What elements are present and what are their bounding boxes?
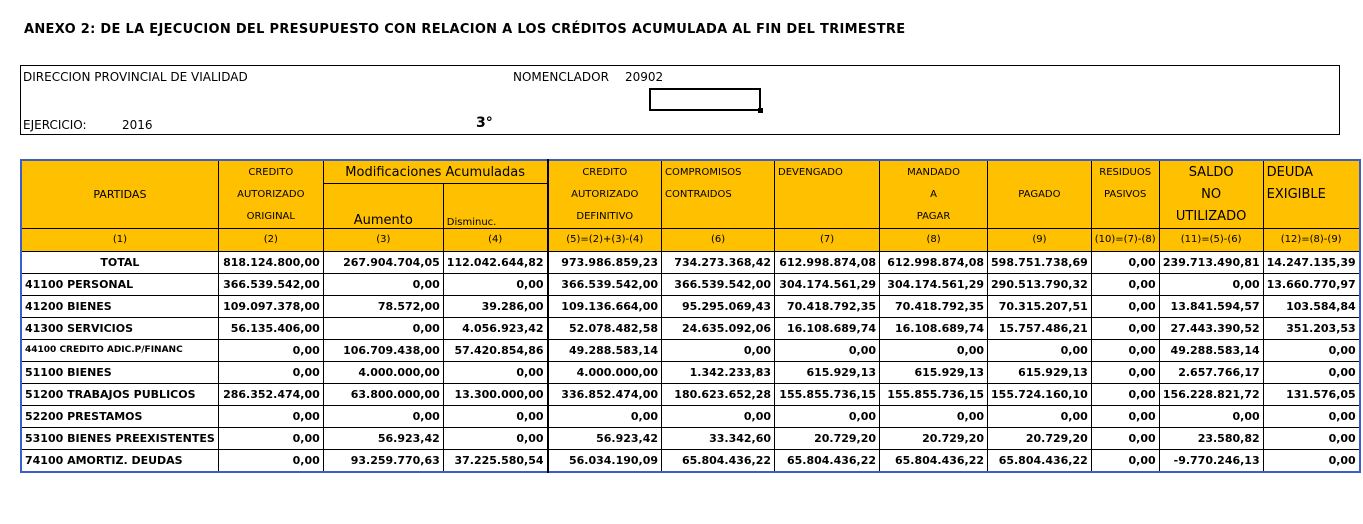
value-cell: 0,00 [1091,405,1159,427]
value-cell: 0,00 [1091,273,1159,295]
value-cell: 131.576,05 [1263,383,1360,405]
partida-cell: 52200 PRESTAMOS [21,405,218,427]
value-cell: 13.300.000,00 [443,383,547,405]
table-row [21,317,1360,339]
ejercicio-label: EJERCICIO: [23,118,87,132]
value-cell: 155.855.736,15 [880,383,988,405]
header-credito-orig-2: AUTORIZADO [218,184,323,206]
partida-cell: 51200 TRABAJOS PUBLICOS [21,383,218,405]
partida-cell: TOTAL [21,251,218,273]
value-cell: 20.729,20 [988,427,1092,449]
value-cell: 0,00 [880,405,988,427]
value-cell: 109.136.664,00 [548,295,662,317]
value-cell: 2.657.766,17 [1159,361,1263,383]
value-cell: 0,00 [662,339,775,361]
value-cell: 0,00 [1091,251,1159,273]
value-cell: 0,00 [988,339,1092,361]
header-residuos-2: PASIVOS [1091,184,1159,206]
partida-cell: 44100 CREDITO ADIC.P/FINANC [21,339,218,361]
header-residuos-1: RESIDUOS [1091,160,1159,184]
header-compromisos-blank [662,206,775,229]
value-cell: 0,00 [218,449,323,472]
value-cell: 70.418.792,35 [775,295,880,317]
partida-cell: 41200 BIENES [21,295,218,317]
value-cell: 290.513.790,32 [988,273,1092,295]
value-cell: 63.800.000,00 [323,383,443,405]
value-cell: 16.108.689,74 [880,317,988,339]
column-index-cell: (7) [775,228,880,251]
value-cell: 57.420.854,86 [443,339,547,361]
header-saldo-1: SALDO [1159,160,1263,184]
header-saldo-3: UTILIZADO [1159,206,1263,229]
header-residuos-blank [1091,206,1159,229]
value-cell: 0,00 [443,273,547,295]
value-cell: 103.584,84 [1263,295,1360,317]
value-cell: 818.124.800,00 [218,251,323,273]
table-row [21,295,1360,317]
value-cell: 56.135.406,00 [218,317,323,339]
value-cell: 0,00 [218,427,323,449]
value-cell: 286.352.474,00 [218,383,323,405]
header-credito-orig-1: CREDITO [218,160,323,184]
value-cell: 4.000.000,00 [323,361,443,383]
value-cell: 4.000.000,00 [548,361,662,383]
report-title: ANEXO 2: DE LA EJECUCION DEL PRESUPUESTO CON RELACION A LOS CRÉDITOS ACUMULADA AL FIN DEL TRIMESTRE [24,22,906,37]
header-saldo-2: NO [1159,184,1263,206]
nomenclador-label: NOMENCLADOR [513,70,609,84]
value-cell: 65.804.436,22 [662,449,775,472]
table-body [21,251,1360,472]
value-cell: 366.539.542,00 [218,273,323,295]
partida-cell: 53100 BIENES PREEXISTENTES [21,427,218,449]
value-cell: 267.904.704,05 [323,251,443,273]
value-cell: 0,00 [1159,273,1263,295]
table-row [21,405,1360,427]
value-cell: 366.539.542,00 [662,273,775,295]
value-cell: 65.804.436,22 [988,449,1092,472]
column-index-cell: (10)=(7)-(8) [1091,228,1159,251]
table-header [21,160,1360,251]
value-cell: 0,00 [988,405,1092,427]
value-cell: 0,00 [775,339,880,361]
value-cell: 23.580,82 [1159,427,1263,449]
header-disminuc: Disminuc. [443,184,547,229]
header-deuda-blank [1263,206,1360,229]
value-cell: 155.855.736,15 [775,383,880,405]
partida-cell: 41300 SERVICIOS [21,317,218,339]
value-cell: 16.108.689,74 [775,317,880,339]
header-devengado-blank [775,184,880,206]
value-cell: 0,00 [1159,405,1263,427]
value-cell: -9.770.246,13 [1159,449,1263,472]
value-cell: 49.288.583,14 [548,339,662,361]
value-cell: 52.078.482,58 [548,317,662,339]
value-cell: 39.286,00 [443,295,547,317]
value-cell: 336.852.474,00 [548,383,662,405]
value-cell: 65.804.436,22 [880,449,988,472]
value-cell: 56.923,42 [323,427,443,449]
header-credito-def-1: CREDITO [548,160,662,184]
value-cell: 612.998.874,08 [775,251,880,273]
value-cell: 351.203,53 [1263,317,1360,339]
column-index-cell: (8) [880,228,988,251]
table-row [21,273,1360,295]
table-row [21,339,1360,361]
value-cell: 615.929,13 [775,361,880,383]
value-cell: 0,00 [1091,449,1159,472]
value-cell: 33.342,60 [662,427,775,449]
value-cell: 0,00 [1091,383,1159,405]
value-cell: 0,00 [1091,361,1159,383]
column-index-cell: (11)=(5)-(6) [1159,228,1263,251]
value-cell: 0,00 [1263,449,1360,472]
value-cell: 1.342.233,83 [662,361,775,383]
value-cell: 106.709.438,00 [323,339,443,361]
header-credito-def-3: DEFINITIVO [548,206,662,229]
header-deuda-2: EXIGIBLE [1263,184,1360,206]
value-cell: 0,00 [1091,317,1159,339]
column-index-cell: (1) [21,228,218,251]
value-cell: 0,00 [1263,361,1360,383]
value-cell: 27.443.390,52 [1159,317,1263,339]
table-row [21,383,1360,405]
value-cell: 95.295.069,43 [662,295,775,317]
value-cell: 615.929,13 [988,361,1092,383]
value-cell: 612.998.874,08 [880,251,988,273]
value-cell: 0,00 [880,339,988,361]
value-cell: 20.729,20 [775,427,880,449]
value-cell: 0,00 [443,405,547,427]
value-cell: 15.757.486,21 [988,317,1092,339]
entity-name: DIRECCION PROVINCIAL DE VIALIDAD [23,70,248,84]
column-index-cell: (6) [662,228,775,251]
value-cell: 0,00 [218,405,323,427]
header-deuda-1: DEUDA [1263,160,1360,184]
value-cell: 112.042.644,82 [443,251,547,273]
partida-cell: 74100 AMORTIZ. DEUDAS [21,449,218,472]
value-cell: 4.056.923,42 [443,317,547,339]
value-cell: 0,00 [218,361,323,383]
table-row [21,427,1360,449]
value-cell: 0,00 [323,317,443,339]
value-cell: 13.841.594,57 [1159,295,1263,317]
column-index-cell: (12)=(8)-(9) [1263,228,1360,251]
header-compromisos-1: COMPROMISOS [662,160,775,184]
value-cell: 65.804.436,22 [775,449,880,472]
column-index-cell: (3) [323,228,443,251]
selected-cell[interactable] [649,88,761,111]
value-cell: 0,00 [323,405,443,427]
value-cell: 0,00 [1091,295,1159,317]
value-cell: 0,00 [1091,339,1159,361]
info-box [20,65,1340,135]
value-cell: 93.259.770,63 [323,449,443,472]
header-aumento: Aumento [323,184,443,229]
value-cell: 0,00 [775,405,880,427]
value-cell: 0,00 [1263,427,1360,449]
value-cell: 56.034.190,09 [548,449,662,472]
value-cell: 239.713.490,81 [1159,251,1263,273]
value-cell: 24.635.092,06 [662,317,775,339]
table-row [21,361,1360,383]
value-cell: 0,00 [1091,427,1159,449]
value-cell: 0,00 [1263,405,1360,427]
ejercicio-value: 2016 [122,118,153,132]
header-compromisos-2: CONTRAIDOS [662,184,775,206]
nomenclador-value: 20902 [625,70,664,84]
header-mandado-3: PAGAR [880,206,988,229]
value-cell: 56.923,42 [548,427,662,449]
value-cell: 78.572,00 [323,295,443,317]
header-devengado-blank-2 [775,206,880,229]
value-cell: 304.174.561,29 [880,273,988,295]
value-cell: 13.660.770,97 [1263,273,1360,295]
value-cell: 20.729,20 [880,427,988,449]
value-cell: 0,00 [218,339,323,361]
header-credito-orig-3: ORIGINAL [218,206,323,229]
column-index-cell: (2) [218,228,323,251]
value-cell: 14.247.135,39 [1263,251,1360,273]
value-cell: 109.097.378,00 [218,295,323,317]
header-credito-def-2: AUTORIZADO [548,184,662,206]
column-index-cell: (5)=(2)+(3)-(4) [548,228,662,251]
column-index-cell: (4) [443,228,547,251]
value-cell: 0,00 [1263,339,1360,361]
value-cell: 0,00 [443,427,547,449]
value-cell: 70.315.207,51 [988,295,1092,317]
value-cell: 70.418.792,35 [880,295,988,317]
value-cell: 37.225.580,54 [443,449,547,472]
value-cell: 156.228.821,72 [1159,383,1263,405]
value-cell: 615.929,13 [880,361,988,383]
total-row [21,251,1360,273]
value-cell: 734.273.368,42 [662,251,775,273]
value-cell: 180.623.652,28 [662,383,775,405]
partida-cell: 41100 PERSONAL [21,273,218,295]
column-index-cell: (9) [988,228,1092,251]
header-pagado: PAGADO [988,160,1092,228]
header-mandado-1: MANDADO [880,160,988,184]
partida-cell: 51100 BIENES [21,361,218,383]
header-mandado-2: A [880,184,988,206]
header-modificaciones: Modificaciones Acumuladas [323,160,547,184]
header-devengado: DEVENGADO [775,160,880,184]
trimestre-value: 3° [476,115,493,131]
header-partidas: PARTIDAS [21,160,218,228]
value-cell: 366.539.542,00 [548,273,662,295]
table-row [21,449,1360,472]
value-cell: 598.751.738,69 [988,251,1092,273]
value-cell: 304.174.561,29 [775,273,880,295]
value-cell: 0,00 [323,273,443,295]
column-index-row [21,228,1360,251]
value-cell: 0,00 [548,405,662,427]
value-cell: 0,00 [662,405,775,427]
value-cell: 0,00 [443,361,547,383]
value-cell: 49.288.583,14 [1159,339,1263,361]
value-cell: 973.986.859,23 [548,251,662,273]
value-cell: 155.724.160,10 [988,383,1092,405]
budget-table [20,159,1361,473]
